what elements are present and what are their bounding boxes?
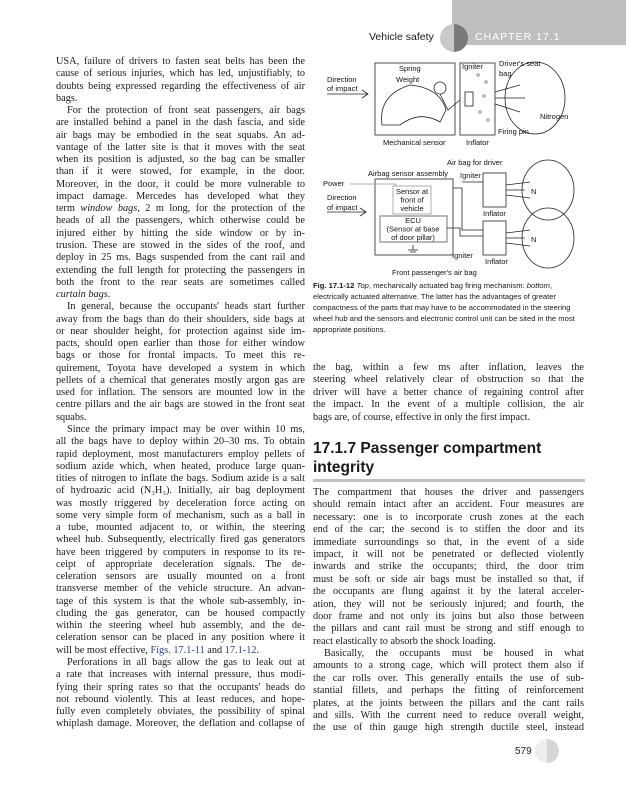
text-line: have been triggered by computers in response to its re- bbox=[56, 546, 305, 558]
label-direction: Direction bbox=[327, 75, 357, 84]
label-of-impact: of impact bbox=[327, 84, 358, 93]
text-line: plates, at the joints between the pillars and the cant rails bbox=[313, 697, 584, 709]
label-air-bag-driver: Air bag for driver bbox=[447, 158, 503, 167]
text-line: injured either by hitting the side window or by in- bbox=[56, 227, 305, 239]
text-line: Moreover, in the door, it could be more vulnerable to bbox=[56, 178, 305, 190]
label-sensor-front-2: front of bbox=[400, 195, 424, 205]
text-line: door frame and not only its joins but also those between bbox=[313, 610, 584, 622]
text-line: within the steering wheel hub assembly, and the de- bbox=[56, 620, 305, 632]
text-line: both the front to the rear seats are sometimes called bbox=[56, 276, 305, 288]
inflator-pellets bbox=[476, 73, 490, 122]
text-line: a rate that increases with internal pressure, thus modi- bbox=[56, 669, 305, 681]
text-line: steering wheel relatively clear of obstruction so that the bbox=[313, 374, 584, 386]
bottom-diagram bbox=[327, 160, 574, 268]
text-line: transverse member of the vehicle structure. An advan- bbox=[56, 583, 305, 595]
text-line: was mostly triggered by deceleration force acting on bbox=[56, 497, 305, 509]
label-inflator: Inflator bbox=[466, 138, 489, 147]
text-line: bags. bbox=[56, 92, 78, 104]
text-line: stantial fillets, and perhaps the fitting of reinforcement bbox=[313, 685, 584, 697]
text-line: extending the full length for protecting the passengers in bbox=[56, 264, 305, 276]
text-line: In general, because the occupants' heads start further bbox=[67, 301, 305, 313]
caption-bottom: bottom bbox=[526, 281, 550, 290]
label-direction-2: Direction bbox=[327, 193, 357, 202]
text-line: vantage of the latter site is that it moves with the seat bbox=[56, 141, 305, 153]
label-inflator-bottom: Inflator bbox=[485, 257, 508, 266]
caption-part2: , electrically actuated alternative. The latter has the advantages of greater compactness of the parts that may have to be accommodated in the steering wheel hub and the sensors and electronic control unit can be sited in the most appropriate positions. bbox=[313, 281, 575, 334]
text-line: fying their spring rates so that the occupants' heads do bbox=[56, 681, 305, 693]
text-line: tities of nitrogen to inflate the bags. Sodium azide is a salt bbox=[56, 473, 305, 485]
text-line: ceipt of appropriate deceleration signals. The de- bbox=[56, 558, 305, 570]
label-igniter: Igniter bbox=[462, 62, 483, 71]
text-line: of hydroazic acid (N₃H₃). Initially, air bag deployment bbox=[56, 485, 305, 497]
text-line: away from the bags than do their shoulders, side bags at bbox=[56, 313, 305, 325]
text-line: For the protection of front seat passengers, air bags bbox=[67, 105, 305, 117]
text-line: USA, failure of drivers to fasten seat belts has been the bbox=[56, 56, 305, 67]
text-line: necessary: one is to incorporate crush zones at the each bbox=[313, 511, 584, 523]
text-line: wheel hub. Subsequently, electrically fired gas generators bbox=[56, 534, 305, 546]
text-line: The compartment that houses the driver and passengers bbox=[313, 487, 584, 498]
figure-caption bbox=[313, 280, 583, 335]
text-line: amounts to a strong cage, which will protect them also if bbox=[313, 660, 584, 672]
text-line: whiplash damage. Moreover, the deflation and collapse of bbox=[56, 718, 305, 730]
running-head: Vehicle safety bbox=[369, 31, 434, 43]
label-nitrogen: Nitrogen bbox=[540, 112, 569, 121]
text-line: pacts, should open earlier than those for either window bbox=[56, 338, 305, 350]
label-sensor-assembly: Airbag sensor assembly bbox=[368, 169, 449, 178]
text-line: the pillars and cant rail must be strong and stiff enough to bbox=[313, 623, 584, 635]
text-line: react elastically to absorb the shock loading. bbox=[313, 635, 496, 647]
text-line: deploy in 25 ms. Bags suspended from the cant rail and bbox=[56, 252, 305, 264]
text-line: end of the car; the second is to stiffen the door and its bbox=[313, 524, 584, 536]
page-number: 579 bbox=[515, 746, 532, 757]
caption-top: Top bbox=[356, 281, 369, 290]
label-sensor-front-3: vehicle bbox=[400, 204, 424, 213]
label-passenger-bag: Front passenger's air bag bbox=[392, 268, 477, 277]
label-n-passenger: N bbox=[531, 235, 537, 244]
right-column-top bbox=[313, 362, 584, 424]
label-power: Power bbox=[323, 179, 345, 188]
text-line: fully even completely obviates, the possibility of spinal bbox=[56, 706, 305, 718]
figure-link[interactable]: 17.1-12 bbox=[224, 644, 257, 656]
label-igniter-top: Igniter bbox=[460, 171, 481, 180]
text-line: term window bags, 2 m long, for the protection of the bbox=[56, 203, 305, 215]
text-line: curtain bags. bbox=[56, 289, 111, 301]
text-line: are installed behind a panel in the dash fascia, and side bbox=[56, 117, 305, 129]
figure-link[interactable]: Figs. 17.1-11 bbox=[150, 644, 205, 656]
label-ecu: ECU bbox=[405, 216, 421, 225]
text-line: or near shoulder height, for protection against side im- bbox=[56, 325, 305, 337]
label-spring: Spring bbox=[399, 64, 421, 73]
text-line: the bag, within a few ms after inflation, leaves the bbox=[313, 362, 584, 373]
text-line: the occupants are flung against it by the lateral acceler- bbox=[313, 586, 584, 598]
caption-label: Fig. 17.1-12 bbox=[313, 281, 355, 290]
label-n-driver: N bbox=[531, 187, 537, 196]
text-line: tage of this system is that the whole sub-assembly, in- bbox=[56, 595, 305, 607]
label-mechanical-sensor: Mechanical sensor bbox=[383, 138, 446, 147]
text-line: rapid deployment, most manufacturers employ pellets of bbox=[56, 448, 305, 460]
text-line: impact damage. Mercedes has developed what they bbox=[56, 190, 305, 202]
label-firing-pin: Firing pin bbox=[498, 127, 529, 136]
text-line: trusion. These are stowed in the sides of the roof, and bbox=[56, 239, 305, 251]
text-line: the use of thin gauge high strength ductile steel, instead bbox=[313, 722, 584, 734]
text-line: cluding the gas generator, can be housed compactly bbox=[56, 607, 305, 619]
label-drivers-bag: Driver's seat bbox=[499, 59, 541, 68]
text-line: immediate surroundings so that, in the event of a side bbox=[313, 536, 584, 548]
text-line: when its position is adjusted, so the bag can be smaller bbox=[56, 154, 305, 166]
label-weight: Weight bbox=[396, 75, 420, 84]
text-line: doubts being expressed regarding the effectiveness of air bbox=[56, 80, 305, 92]
text-line: the impact. In the event of a multiple collision, the air bbox=[313, 399, 584, 411]
text-line: and sills. With the current need to reduce overall weight, bbox=[313, 710, 584, 722]
text-line: Since the primary impact may be over within 10 ms, bbox=[67, 423, 305, 435]
text-line: bags or those for frontal impacts. To meet this re- bbox=[56, 350, 305, 362]
text-line: heads of all the passengers, which otherwise could be bbox=[56, 215, 305, 227]
text-line: Basically, the occupants must be housed in what bbox=[324, 648, 584, 660]
text-line: driver will have a better chance of regaining control after bbox=[313, 386, 584, 398]
section-heading: 17.1.7 Passenger compartment integrity bbox=[313, 439, 585, 482]
text-line: quirement, Toyota have developed a system in which bbox=[56, 362, 305, 374]
right-column-bottom bbox=[313, 487, 584, 735]
text-line: centre pillars and the air bags are stowed in the front seat bbox=[56, 399, 305, 411]
text-line: celeration sensor can be placed in any position where it bbox=[56, 632, 305, 644]
text-line: a tube, mounted adjacent to, or within, the steering bbox=[56, 522, 305, 534]
text-line: squabs. bbox=[56, 411, 87, 423]
text-line: all the bags have to deploy within 20–30 ms. To obtain bbox=[56, 436, 305, 448]
text-line: celeration sensors are usually mounted on a front bbox=[56, 571, 305, 583]
text-line: cause of serious injuries, which has led, unjustifiably, to bbox=[56, 68, 305, 80]
text-line: some very simple form of mechanism, such as a ball in bbox=[56, 509, 305, 521]
text-line: sodium azide which, when heated, produce large quan- bbox=[56, 460, 305, 472]
label-sensor-front: Sensor at bbox=[395, 187, 429, 196]
figure-17-1-12 bbox=[0, 0, 626, 280]
text-line: than if it were stowed, for example, in the door. bbox=[56, 166, 305, 178]
text-line: ation, they will not be seriously injured; and fourth, the bbox=[313, 598, 584, 610]
text-line: Perforations in all bags allow the gas to leak out at bbox=[67, 657, 305, 669]
label-of-impact-2: of impact bbox=[327, 203, 358, 212]
label-inflator-top: Inflator bbox=[483, 209, 506, 218]
text-line: bags are, of course, effective in only the first impact. bbox=[313, 411, 531, 423]
chapter-label: CHAPTER 17.1 bbox=[475, 31, 561, 43]
text-line: not rebound violently. This at least reduces, and hope- bbox=[56, 693, 305, 705]
text-line: impact, it will not be penetrated or deflected violently bbox=[313, 548, 584, 560]
text-line: air bags may be embodied in the seat squabs. An ad- bbox=[56, 129, 305, 141]
text-line: should remain intact after an accident. Four measures are bbox=[313, 499, 584, 511]
text-line: will be most effective, Figs. 17.1-11 and 17.1-12. bbox=[56, 644, 260, 656]
label-drivers-bag-2: bag bbox=[499, 69, 512, 78]
text-line: must be soft or side air bags must be installed so that, if bbox=[313, 573, 584, 585]
label-ecu-2: (Sensor at base bbox=[386, 224, 440, 234]
label-ecu-3: of door pillar) bbox=[391, 233, 435, 242]
caption-part1: , mechanically actuated bag firing mechanism: bbox=[368, 281, 525, 290]
label-igniter-bottom: Igniter bbox=[452, 251, 473, 260]
page-number-circle bbox=[535, 739, 559, 763]
text-line: inwards and strike the occupants; third, the door trim bbox=[313, 561, 584, 573]
top-diagram bbox=[327, 62, 565, 135]
text-line: pellets of a chemical that generates mostly argon gas are bbox=[56, 374, 305, 386]
text-line: the car rolls over. This generally entails the use of sub- bbox=[313, 672, 584, 684]
text-line: used for inflation. The sensors are mounted low in the bbox=[56, 387, 305, 399]
